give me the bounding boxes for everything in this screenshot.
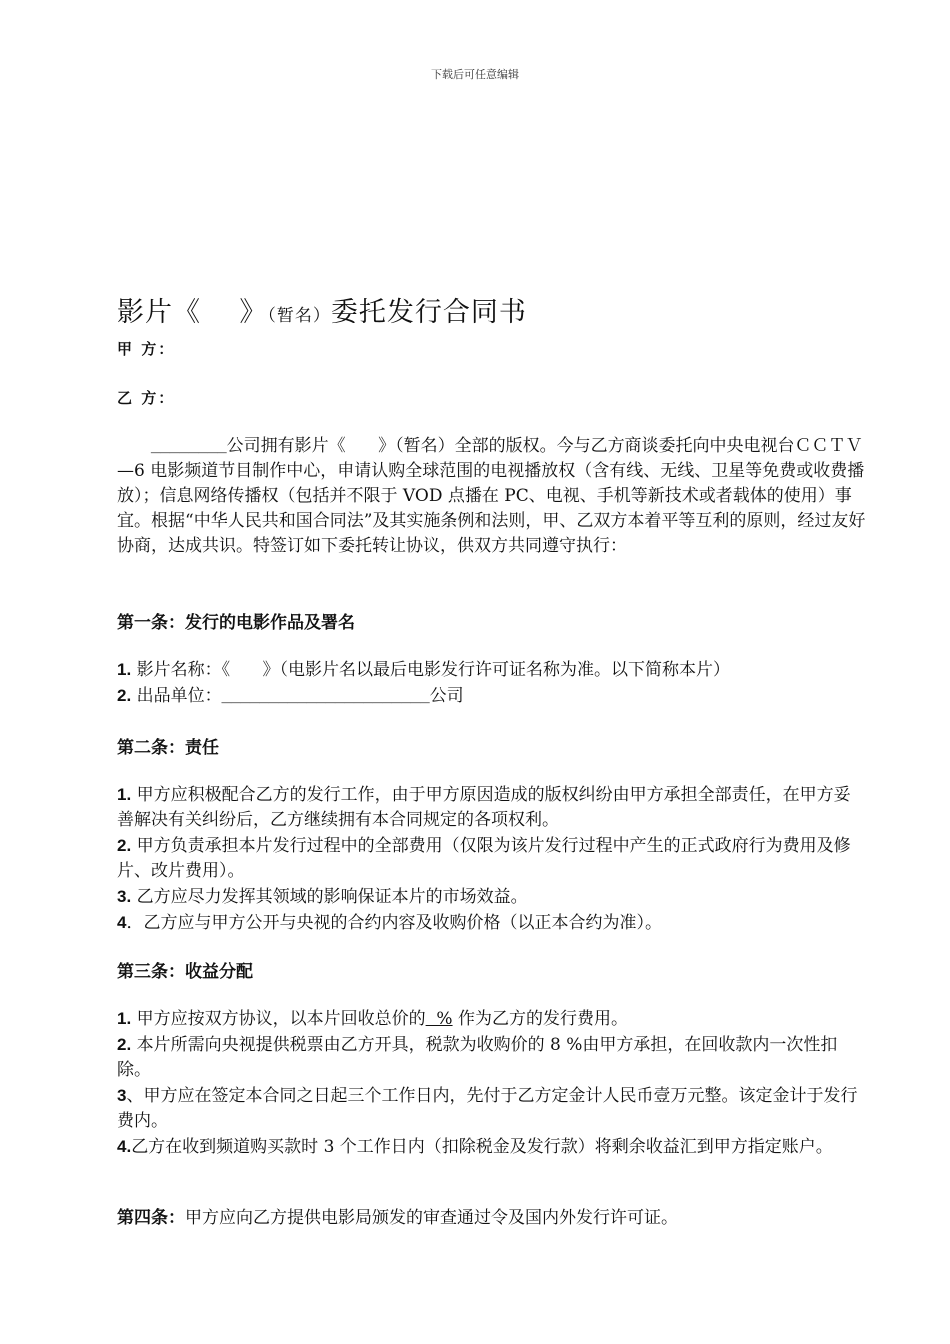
page-title [117,290,527,329]
item-number: 2. [117,1035,132,1054]
item-number: 3. [117,887,132,906]
article4-text: 甲方应向乙方提供电影局颁发的审查通过令及国内外发行许可证。 [185,1208,678,1228]
item-text: 甲方应积极配合乙方的发行工作，由于甲方原因造成的版权纠纷由甲方承担全部责任，在甲方妥善解决有关纠纷后，乙方继续拥有本合同规定的各项权利。 [117,785,851,830]
item-text: ．乙方应与甲方公开与央视的合约内容及收购价格（以正本合约为准）。 [126,913,662,933]
title-prefix: 影片《 [117,297,201,328]
item-text: 作为乙方的发行费用。 [452,1009,628,1029]
item-number: 3 [117,1086,127,1105]
item-text: 本片所需向央视提供税票由乙方开具，税款为收购价的 8 %由甲方承担，在回收款内一次性扣除。 [117,1035,838,1080]
item-text: 出品单位： [131,686,222,706]
item-number: 2. [117,836,132,855]
list-item [117,782,867,833]
item-number: 1. [117,660,132,679]
producer-blank: ______________________ [221,686,430,705]
list-item [117,884,867,910]
title-note: （暂名） [267,306,331,326]
item-text: 、甲方应在签定本合同之日起三个工作日内，先付于乙方定金计人民币壹万元整。该定金计于发行费内。 [117,1086,858,1131]
title-suffix: 委托发行合同书 [330,297,527,328]
intro-text: 公司拥有影片《 》（暂名）全部的版权。今与乙方商谈委托向中央电视台ＣＣＴＶ—6 电影频道节目制作中心，申请认购全球范围的电视播放权（含有线、无线、卫星等免费或收费播放）；信息网络传播权（包括并不限于 VOD 点播在 PC、电视、手机等新技术或者载体的使用）事宜。根据“中华人民共和国合同法”及其实施条例和法则，甲、乙双方本着平等互利的原则，经过友好协商，达成共识。特签订如下委托转让协议，供双方共同遵守执行： [117,436,866,556]
item-number: 1. [117,1009,132,1028]
list-item [117,1083,867,1134]
list-item [117,1134,867,1160]
article1-body [117,657,867,709]
item-text: 乙方应尽力发挥其领域的影响保证本片的市场效益。 [131,887,528,907]
item-number: 2. [117,686,132,705]
title-close: 》 [239,297,268,328]
title-gap [201,297,239,328]
party-a-label: 甲 方： [117,340,176,358]
item-suffix: 公司 [429,686,464,706]
list-item [117,1032,867,1083]
article2-body [117,782,867,936]
item-text: 影片名称：《 》（电影片名以最后电影发行许可证名称为准。以下简称本片） [131,660,731,680]
item-number: 1. [117,785,132,804]
list-item [117,910,867,936]
item-number: 4 [117,913,127,932]
list-item [117,657,867,683]
item-number: 4. [117,1137,132,1156]
list-item [117,833,867,884]
percent-blank: % [425,1009,453,1029]
intro-paragraph [117,433,867,559]
item-text: 甲方负责承担本片发行过程中的全部费用（仅限为该片发行过程中产生的正式政府行为费用及修片、改片费用）。 [117,836,851,881]
party-b-label: 乙 方： [117,389,176,407]
item-text: 甲方应按双方协议，以本片回收总价的 [131,1009,426,1029]
item-text: 乙方在收到频道购买款时 3 个工作日内（扣除税金及发行款）将剩余收益汇到甲方指定账户。 [131,1137,833,1157]
intro-blank: ________ [151,436,227,455]
list-item [117,1006,867,1032]
header-note: 下载后可任意编辑 [431,68,519,81]
article1-heading: 第一条：发行的电影作品及署名 [117,613,355,633]
article4-heading: 第四条： [117,1208,185,1228]
list-item [117,683,867,709]
article3-heading: 第三条：收益分配 [117,962,253,982]
article3-body [117,1006,867,1160]
article2-heading: 第二条：责任 [117,738,219,758]
article4-paragraph [117,1206,867,1231]
